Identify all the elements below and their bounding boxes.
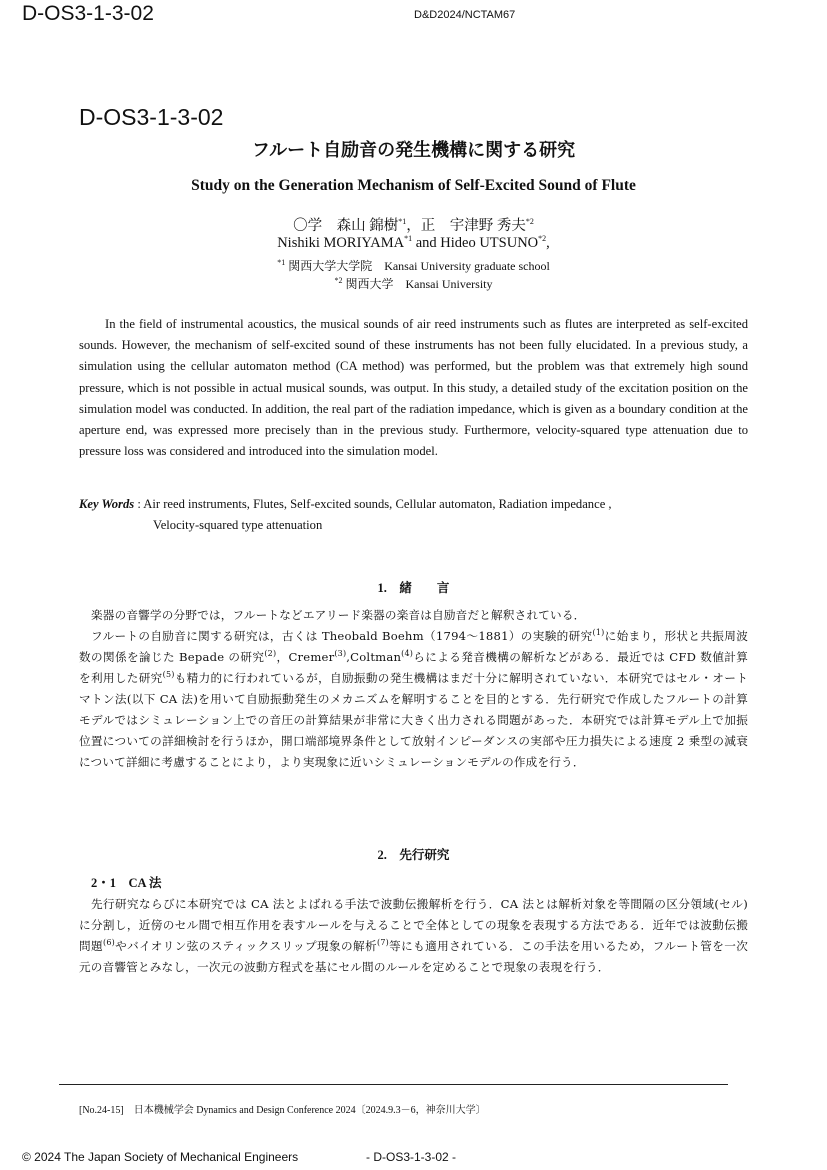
footer-page-id: - D-OS3-1-3-02 -: [366, 1150, 457, 1164]
header-conference-code: D&D2024/NCTAM67: [414, 9, 516, 21]
author-en-end: ,: [546, 235, 550, 251]
section-2-body: [79, 894, 748, 978]
ref-4: (4): [401, 649, 414, 659]
section-1-body: [79, 605, 748, 773]
section-2-heading: 2. 先行研究: [377, 848, 450, 862]
author-jp-2-mark: *2: [525, 217, 534, 227]
ref-1: (1): [592, 628, 605, 638]
ref-5: (5): [162, 670, 175, 680]
affiliation-2: [0, 275, 827, 292]
ref-7: (7): [377, 938, 389, 948]
abstract: In the field of instrumental acoustics, the musical sounds of air reed instruments such as flutes are interpreted as self-excited sounds. However, the mechanism of self-excited sound of these instruments has not been fully elucidated. In a previous study, a simulation using the cellular automaton method (CA method) was performed, but the problem was that extremely high sound pressure, which is not possible in actual musical sounds, was output. In this study, a detailed study of the excitation position on the simulation model was conducted. In addition, the real part of the radiation impedance, which is given as a boundary condition at the aperture end, was expressed more precisely than in the previous study. Furthermore, velocity-squared type attenuation due to pressure loss was considered and introduced into the simulation model.: [79, 317, 748, 459]
keywords-line-2: Velocity-squared type attenuation: [153, 518, 323, 532]
keywords-line-1: [79, 497, 612, 512]
footer-copyright: © 2024 The Japan Society of Mechanical Engineers: [22, 1150, 299, 1164]
footer-divider: [59, 1084, 728, 1085]
author-en-2-mark: *2: [538, 234, 547, 244]
affiliation-2-mark: *2: [334, 276, 343, 285]
author-en-2: and Hideo UTSUNO: [412, 235, 539, 251]
p2-e: らによる発音機構の解析などがある．最近では CFD 数値計算を利用した研究: [79, 650, 748, 685]
s2-p1-a: 先行研究ならびに本研究では CA 法とよばれる手法で波動伝搬解析を行う．CA 法とは解析対象を等間隔の区分領域(セル)に分割し，近傍のセル間で相互作用を表すルールを与えることで全体としての現象を表現する方法である．近年では波動伝搬問題: [79, 897, 748, 953]
author-en-1-mark: *1: [404, 234, 413, 244]
affiliation-2-text: 関西大学 Kansai University: [342, 277, 493, 291]
affiliation-1-mark: *1: [277, 258, 286, 267]
authors-japanese: [0, 214, 827, 235]
p2-b: に始まり，形状と共振周波数の関係を論じた Bepade の研究: [79, 629, 748, 664]
s2-p1-b: やバイオリン弦のスティックスリップ現象の解析: [114, 939, 378, 953]
ref-3: (3): [334, 649, 347, 659]
ref-2: (2): [264, 649, 277, 659]
p2-f: も精力的に行われているが，自励振動の発生機構はまだ十分に解明されていない．本研究ではセル・オートマトン法(以下 CA 法)を用いて自励振動発生のメカニズムを解明することを目的とする．先行研究で作成したフルートの計算モデルではシミュレーション上での音圧の計算結果が非常に大きく出力される問題があった．本研究では計算モデル上で加振位置についての詳細検討を行うほか，開口端部境界条件として放射インピーダンスの実部や圧力損失による速度 2 乗型の減衰について詳細に考慮することにより，より実現象に近いシミュレーションモデルの作成を行う．: [79, 671, 748, 769]
section-1-paragraph-2: [79, 626, 748, 773]
authors-english: [0, 235, 827, 252]
section-2-paragraph-1: [79, 894, 748, 978]
section-1-heading: 1. 緒 言: [377, 581, 450, 595]
footer-conference: [No.24-15] 日本機械学会 Dynamics and Design Conference 2024〔2024.9.3－6，神奈川大学〕: [79, 1105, 486, 1116]
author-jp-1: 〇学 森山 錦樹: [293, 218, 399, 234]
keywords-label: Key Words: [79, 497, 135, 511]
author-jp-2: ，正 宇津野 秀夫: [406, 218, 526, 234]
keywords-text-1: : Air reed instruments, Flutes, Self-excited sounds, Cellular automaton, Radiation impedance ,: [134, 497, 612, 511]
p2-a: フルートの自励音に関する研究は，古くは Theobald Boehm（1794～1881）の実験的研究: [91, 629, 593, 643]
p2-c: ，Cremer: [276, 650, 335, 664]
affiliation-1: [0, 257, 827, 274]
subsection-2-1-heading: 2・1 CA 法: [91, 876, 162, 890]
ref-6: (6): [103, 938, 115, 948]
affiliation-1-text: 関西大学大学院 Kansai University graduate school: [285, 259, 550, 273]
title-english: Study on the Generation Mechanism of Self-Excited Sound of Flute: [191, 177, 636, 194]
section-1-paragraph-1: 楽器の音響学の分野では，フルートなどエアリード楽器の楽音は自励音だと解釈されている．: [91, 608, 586, 622]
author-en-1: Nishiki MORIYAMA: [277, 235, 405, 251]
p2-d: ,Coltman: [346, 650, 402, 664]
header-doc-id: D-OS3-1-3-02: [22, 2, 154, 25]
author-jp-1-mark: *1: [398, 217, 407, 227]
paper-id: D-OS3-1-3-02: [79, 104, 224, 130]
s2-p1-c: 等にも適用されている．この手法を用いるため，フルート管を一次元の音響管とみなし，一次元の波動方程式を基にセル間のルールを定めることで現象の表現を行う．: [79, 939, 748, 974]
title-japanese: フルート自励音の発生機構に関する研究: [251, 140, 576, 160]
